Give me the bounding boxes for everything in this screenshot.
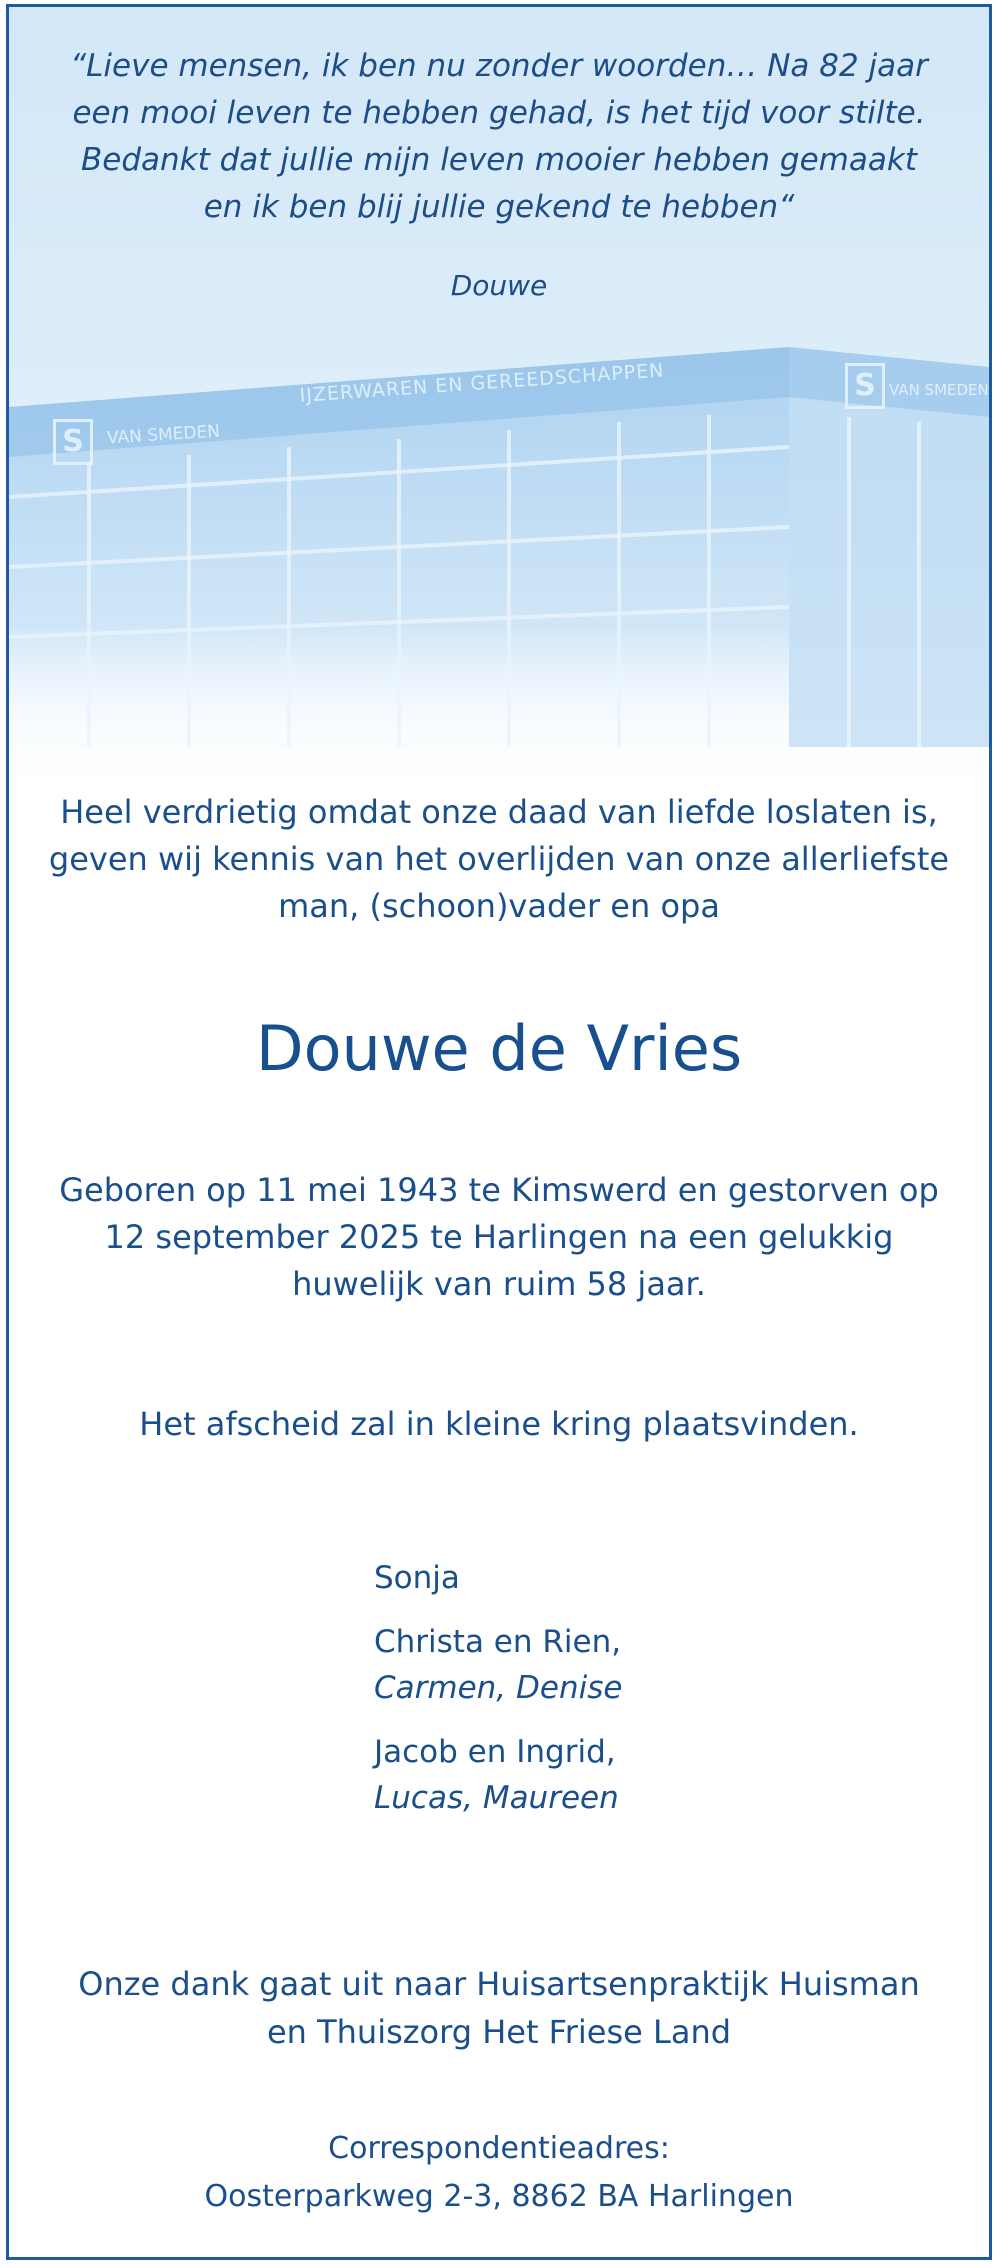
store-sign-name: VAN SMEDEN — [106, 421, 221, 449]
quote-line: een mooi leven te hebben gehad, is het tijd voor stilte. — [72, 95, 926, 131]
obituary-card — [6, 4, 992, 2260]
family-list — [374, 1555, 622, 1839]
deceased-name: Douwe de Vries — [255, 1012, 743, 1085]
thanks-line: en Thuiszorg Het Friese Land — [266, 2013, 732, 2051]
announcement-intro — [9, 789, 989, 930]
details-line: 12 september 2025 te Harlingen na een gelukkig — [104, 1218, 894, 1256]
thanks-line: Onze dank gaat uit naar Huisartsenpraktijk Huisman — [78, 1965, 920, 2003]
details-line: Geboren op 11 mei 1943 te Kimswerd en gestorven op — [59, 1171, 939, 1209]
quote-signer: Douwe — [450, 269, 548, 302]
details-line: huwelijk van ruim 58 jaar. — [292, 1265, 706, 1303]
birth-death-details — [9, 1167, 989, 1308]
family-child: Christa en Rien, — [374, 1624, 622, 1660]
store-sign-logo-right: S — [845, 363, 885, 409]
intro-line: Heel verdrietig omdat onze daad van liefde loslaten is, — [60, 793, 938, 831]
family-child: Jacob en Ingrid, — [374, 1734, 616, 1770]
thanks-note — [9, 1960, 989, 2056]
correspondence-address — [9, 2125, 989, 2221]
correspondence-street: Oosterparkweg 2-3, 8862 BA Harlingen — [204, 2179, 794, 2214]
store-sign-logo-left: S — [53, 419, 93, 465]
intro-line: man, (schoon)vader en opa — [278, 887, 720, 925]
quote-line: “Lieve mensen, ik ben nu zonder woorden… Na 82 jaar — [70, 48, 928, 84]
store-sign-text: IJZERWAREN EN GEREEDSCHAPPEN — [299, 359, 666, 407]
store-sign-name-right: VAN SMEDEN — [889, 381, 989, 399]
family-group — [374, 1729, 622, 1821]
family-spouse: Sonja — [374, 1560, 460, 1596]
intro-line: geven wij kennis van het overlijden van onze allerliefste — [48, 840, 950, 878]
quote-line: en ik ben blij jullie gekend te hebben“ — [203, 189, 795, 225]
family-grandchildren: Carmen, Denise — [374, 1670, 623, 1706]
family-group — [374, 1619, 622, 1711]
correspondence-label: Correspondentieadres: — [328, 2131, 670, 2166]
opening-quote — [9, 43, 989, 231]
quote-line: Bedankt dat jullie mijn leven mooier hebben gemaakt — [81, 142, 917, 178]
family-grandchildren: Lucas, Maureen — [374, 1780, 619, 1816]
farewell-notice: Het afscheid zal in kleine kring plaatsvinden. — [139, 1405, 859, 1443]
